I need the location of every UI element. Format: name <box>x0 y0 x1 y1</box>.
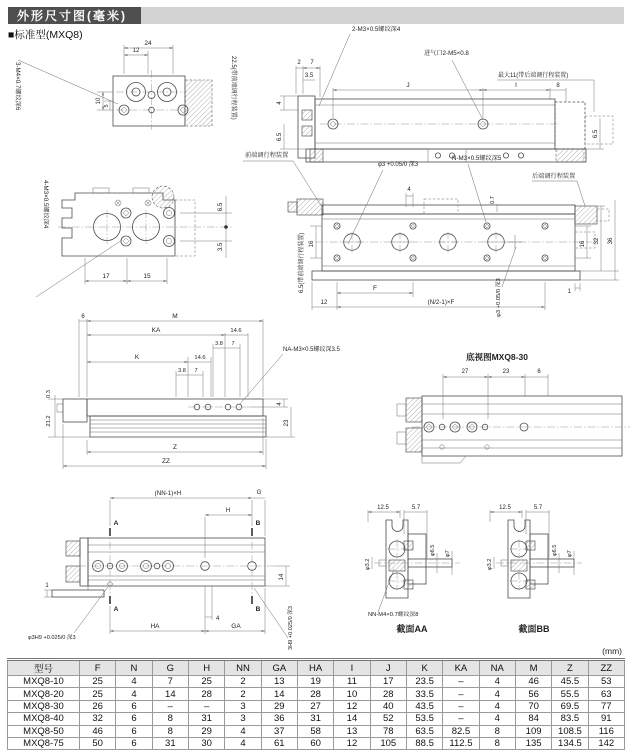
bottom-view-mxq8-30-label: 27 <box>461 369 469 375</box>
table-cell: 56 <box>515 688 551 700</box>
table-cell: 6 <box>116 713 152 725</box>
top-side-view-label: 3.5 <box>304 73 314 79</box>
table-cell: 31 <box>297 713 333 725</box>
section-bb-label: φ7 <box>567 550 573 557</box>
table-cell: 43.5 <box>406 700 442 712</box>
section-bb-label: 12.5 <box>499 505 511 511</box>
bottom-view-mxq8-30-label: 23 <box>502 369 510 375</box>
bottom-assembly-view-label: 14 <box>279 573 285 581</box>
top-left-end-view-label: 12 <box>132 48 140 54</box>
table-cell: 50 <box>80 737 116 749</box>
view-plate-side <box>48 319 295 469</box>
main-side-view-label: 4 <box>407 187 411 193</box>
table-cell: MXQ8-40 <box>8 713 80 725</box>
table-cell: 12 <box>334 737 370 749</box>
plate-side-view-label: 7 <box>231 341 235 347</box>
section-aa-label: NN-M4×0.7螺纹深8 <box>368 612 419 618</box>
view-bottom-assembly <box>44 498 290 638</box>
table-cell: 135 <box>515 737 551 749</box>
table-cell: 45.5 <box>552 676 588 688</box>
mid-left-end-view-label: 6.5 <box>218 202 224 212</box>
table-cell: 40 <box>370 700 406 712</box>
col-header: N <box>116 660 152 676</box>
section-aa-label: 12.5 <box>377 505 389 511</box>
table-cell: 4 <box>116 688 152 700</box>
col-header: NA <box>479 660 515 676</box>
plate-side-view-label: 3.8 <box>178 368 186 374</box>
top-side-view-label: I <box>515 82 517 89</box>
table-cell: MXQ8-30 <box>8 700 80 712</box>
mid-left-end-view-label: 17 <box>102 273 110 280</box>
col-header: NN <box>225 660 261 676</box>
table-cell: 2 <box>225 688 261 700</box>
col-header: I <box>334 660 370 676</box>
table-cell: 8 <box>479 737 515 749</box>
table-cell: – <box>443 700 479 712</box>
table-cell: 4 <box>225 737 261 749</box>
table-row <box>8 737 625 749</box>
table-cell: 23.5 <box>406 676 442 688</box>
table-cell: 28 <box>188 688 224 700</box>
table-row <box>8 676 625 688</box>
table-cell: 70 <box>515 700 551 712</box>
bottom-view-mxq8-30-label: 底视图MXQ8-30 <box>466 352 528 362</box>
view-mid-left-end <box>36 186 232 297</box>
col-header: J <box>370 660 406 676</box>
table-cell: 14 <box>334 713 370 725</box>
table-cell: 28 <box>297 688 333 700</box>
plate-side-view-label: 0.3 <box>46 390 52 398</box>
table-cell: 14 <box>261 688 297 700</box>
unit-note: (mm) <box>602 646 622 656</box>
view-bottom-mxq8-30 <box>397 374 630 463</box>
top-side-view-label: 6.5 <box>277 132 283 142</box>
table-cell: 3 <box>225 713 261 725</box>
section-aa-label: φ7 <box>445 550 451 557</box>
col-header: G <box>152 660 188 676</box>
table-cell: 36 <box>261 713 297 725</box>
col-header: HA <box>297 660 333 676</box>
table-cell: 63 <box>588 688 624 700</box>
table-cell: MXQ8-10 <box>8 676 80 688</box>
col-header: KA <box>443 660 479 676</box>
table-cell: 19 <box>297 676 333 688</box>
table-cell: 112.5 <box>443 737 479 749</box>
main-side-view-label: F <box>373 285 377 292</box>
main-side-view-label: 16 <box>309 240 315 248</box>
top-left-end-view-label: 24 <box>144 40 152 47</box>
bottom-view-mxq8-30-label: 6 <box>537 369 541 375</box>
table-cell: 14 <box>152 688 188 700</box>
table-cell: 27 <box>297 700 333 712</box>
bottom-assembly-view-label: G <box>256 489 262 496</box>
table-cell: MXQ8-75 <box>8 737 80 749</box>
table-cell: 8 <box>152 725 188 737</box>
top-side-view-label: 6.5 <box>593 129 599 139</box>
table-cell: 4 <box>479 688 515 700</box>
col-header: ZZ <box>588 660 624 676</box>
table-cell: 17 <box>370 676 406 688</box>
table-cell: 13 <box>334 725 370 737</box>
top-side-view-label: 进气口2-M5×0.8 <box>424 50 469 57</box>
table-cell: 25 <box>188 676 224 688</box>
main-side-view-label: 0.7 <box>490 196 496 204</box>
main-side-view-label: (N/2-1)×F <box>427 299 455 306</box>
section-aa-label: 5.7 <box>411 505 421 511</box>
table-cell: 78 <box>370 725 406 737</box>
page-title: 外形尺寸图(毫米) <box>8 7 141 24</box>
table-cell: 8 <box>479 725 515 737</box>
table-cell: 4 <box>479 713 515 725</box>
table-cell: 7 <box>152 676 188 688</box>
section-aa-label: φ6.5 <box>430 544 436 556</box>
table-cell: – <box>443 688 479 700</box>
table-cell: 10 <box>334 688 370 700</box>
table-cell: 25 <box>80 676 116 688</box>
table-cell: – <box>443 713 479 725</box>
table-cell: 69.5 <box>552 700 588 712</box>
plate-side-view-label: 4 <box>277 402 283 406</box>
plate-side-view-label: 6 <box>81 314 85 320</box>
table-cell: 31 <box>152 737 188 749</box>
bottom-assembly-view-label: 4 <box>216 616 220 622</box>
table-cell: 29 <box>188 725 224 737</box>
table-cell: 63.5 <box>406 725 442 737</box>
table-cell: 61 <box>261 737 297 749</box>
bottom-assembly-view-label: H <box>225 507 231 514</box>
table-cell: 108.5 <box>552 725 588 737</box>
table-cell: 53 <box>588 676 624 688</box>
mid-left-end-view-label: 3.5 <box>218 242 224 252</box>
col-header: H <box>188 660 224 676</box>
table-cell: 6 <box>116 725 152 737</box>
table-cell: 46 <box>80 725 116 737</box>
table-row <box>8 688 625 700</box>
col-header: K <box>406 660 442 676</box>
col-header: Z <box>552 660 588 676</box>
table-cell: 37 <box>261 725 297 737</box>
bottom-assembly-view-label: A <box>113 606 119 613</box>
table-cell: 60 <box>297 737 333 749</box>
table-cell: 142 <box>588 737 624 749</box>
mid-left-end-view-label: 15 <box>143 273 151 280</box>
table-cell: 58 <box>297 725 333 737</box>
col-header: F <box>80 660 116 676</box>
table-cell: 4 <box>225 725 261 737</box>
view-top-left-end <box>18 45 212 130</box>
bottom-assembly-view-label: 3H9 +0.025/0 深3 <box>288 605 294 650</box>
col-header: 型号 <box>8 660 80 676</box>
model-subtitle: ■标准型(MXQ8) <box>8 29 83 41</box>
plate-side-view-label: 3.8 <box>215 341 223 347</box>
table-cell: – <box>152 700 188 712</box>
top-side-view-label: 2 <box>297 60 301 66</box>
table-cell: 82.5 <box>443 725 479 737</box>
top-left-end-view-label: 3-M4×0.7螺纹深6 <box>14 62 21 111</box>
table-header-row <box>8 660 625 676</box>
section-bb-label: φ3.2 <box>487 558 493 570</box>
table-cell: 77 <box>588 700 624 712</box>
col-header: GA <box>261 660 297 676</box>
plate-side-view-label: 23 <box>284 419 290 427</box>
table-cell: 3 <box>225 700 261 712</box>
main-side-view-label: 36 <box>608 237 614 245</box>
top-left-end-view-label: 5 <box>104 104 110 108</box>
table-cell: – <box>188 700 224 712</box>
top-side-view-label: 8 <box>556 83 560 89</box>
main-side-view-label: 1 <box>567 289 571 295</box>
bottom-assembly-view-label: A <box>113 520 119 527</box>
page-header-bar <box>8 7 624 24</box>
top-side-view-label: 4 <box>277 101 283 105</box>
main-side-view-label: 6.5(带前端调行程装置) <box>299 232 305 293</box>
table-row <box>8 713 625 725</box>
table-cell: 134.5 <box>552 737 588 749</box>
dimension-table <box>7 658 625 750</box>
bottom-assembly-view-label: 1 <box>45 583 49 589</box>
table-cell: 53.5 <box>406 713 442 725</box>
main-side-view-label: 前端调行程装置 <box>245 152 289 159</box>
main-side-view-label: N-M3×0.5螺纹深5 <box>452 155 502 162</box>
table-cell: 33.5 <box>406 688 442 700</box>
table-cell: 55.5 <box>552 688 588 700</box>
bottom-assembly-view-label: B <box>255 520 261 527</box>
view-section-aa <box>368 510 460 612</box>
table-row <box>8 700 625 712</box>
table-cell: 26 <box>80 700 116 712</box>
table-cell: 105 <box>370 737 406 749</box>
top-side-view-label: J <box>406 82 410 89</box>
table-cell: 29 <box>261 700 297 712</box>
plate-side-view-label: 7 <box>194 368 198 374</box>
table-cell: 25 <box>80 688 116 700</box>
col-header: M <box>515 660 551 676</box>
table-cell: 83.5 <box>552 713 588 725</box>
top-side-view-label: 2-M3×0.5螺纹深4 <box>352 26 401 33</box>
mid-left-end-view-label: 4-M3×0.5螺纹深4 <box>42 180 49 229</box>
table-cell: 91 <box>588 713 624 725</box>
plate-side-view-label: K <box>134 354 140 361</box>
top-left-end-view-label: 10 <box>96 97 102 105</box>
section-aa-label: 截面AA <box>396 624 428 634</box>
table-cell: 12 <box>334 700 370 712</box>
main-side-view-label: φ3 +0.05/0 深3 <box>378 162 419 168</box>
bottom-assembly-view-label: (NN-1)×H <box>154 490 182 497</box>
main-side-view-label: 16 <box>580 240 586 248</box>
top-side-view-label: 22.5(带前端调行程装置) <box>230 56 236 120</box>
table-row <box>8 725 625 737</box>
table-cell: 6 <box>116 700 152 712</box>
table-cell: 8 <box>152 713 188 725</box>
plate-side-view-label: KA <box>151 327 161 334</box>
table-cell: 31 <box>188 713 224 725</box>
table-cell: MXQ8-20 <box>8 688 80 700</box>
bottom-assembly-view-label: φ3H9 +0.025/0 深3 <box>28 635 76 641</box>
top-side-view-label: 7 <box>310 60 314 66</box>
table-cell: 4 <box>116 676 152 688</box>
table-cell: 109 <box>515 725 551 737</box>
main-side-view-label: 12 <box>320 300 328 306</box>
dimension-labels <box>14 25 614 650</box>
plate-side-view-label: 21.2 <box>46 415 52 427</box>
plate-side-view-label: ZZ <box>162 458 170 465</box>
table-cell: 6 <box>116 737 152 749</box>
table-cell: 32 <box>80 713 116 725</box>
section-bb-label: 5.7 <box>533 505 543 511</box>
main-side-view-label: 32 <box>594 237 600 245</box>
table-cell: 4 <box>479 700 515 712</box>
top-side-view-label: 最大11(带后端调行程装置) <box>498 73 569 79</box>
table-cell: 84 <box>515 713 551 725</box>
main-side-view-label: φ3 +0.05/0 深3 <box>496 278 502 317</box>
plate-side-view-label: NA-M3×0.5螺纹深3.5 <box>283 347 340 353</box>
table-cell: 30 <box>188 737 224 749</box>
table-cell: 11 <box>334 676 370 688</box>
table-cell: MXQ8-50 <box>8 725 80 737</box>
section-bb-label: 截面BB <box>518 624 550 634</box>
table-cell: 52 <box>370 713 406 725</box>
table-cell: 116 <box>588 725 624 737</box>
plate-side-view-label: M <box>172 313 178 320</box>
bottom-assembly-view-label: HA <box>150 623 160 630</box>
section-bb-label: φ6.5 <box>552 544 558 556</box>
bottom-assembly-view-label: GA <box>231 623 241 630</box>
table-cell: 2 <box>225 676 261 688</box>
plate-side-view-label: Z <box>173 444 177 451</box>
plate-side-view-label: 14.6 <box>194 355 206 361</box>
table-cell: 13 <box>261 676 297 688</box>
table-cell: 46 <box>515 676 551 688</box>
plate-side-view-label: 14.6 <box>230 328 242 334</box>
table-cell: 88.5 <box>406 737 442 749</box>
bottom-assembly-view-label: B <box>255 606 261 613</box>
table-cell: 28 <box>370 688 406 700</box>
section-aa-label: φ3.2 <box>365 558 371 570</box>
main-side-view-label: 后端调行程装置 <box>532 173 576 180</box>
table-cell: – <box>443 676 479 688</box>
table-cell: 4 <box>479 676 515 688</box>
